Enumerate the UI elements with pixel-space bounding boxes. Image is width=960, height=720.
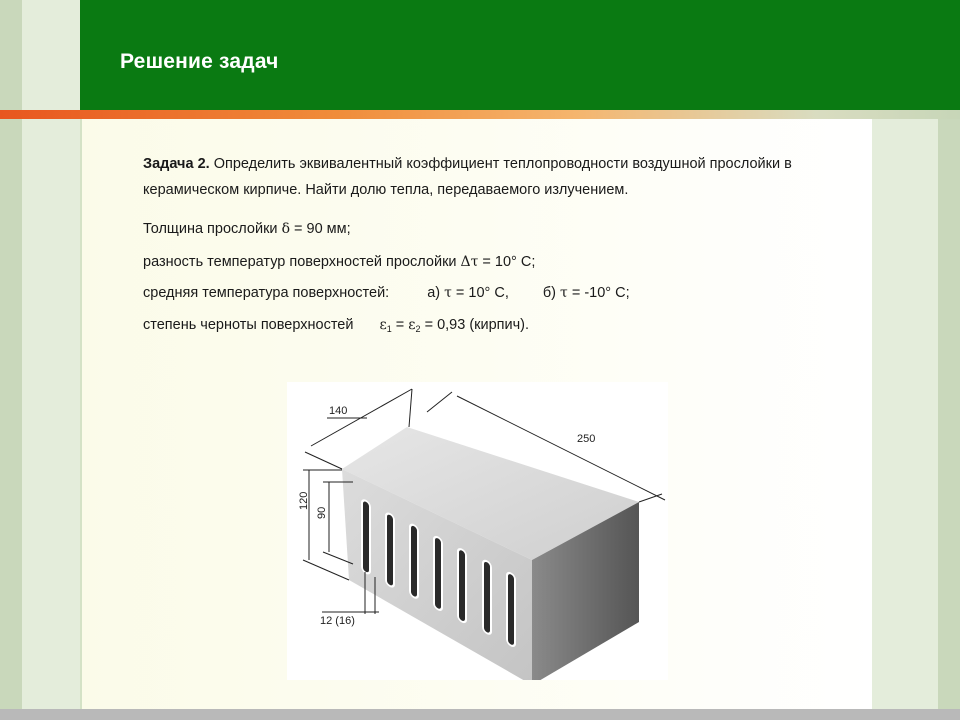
decor-stripe-left-light	[22, 0, 80, 720]
accent-bar	[0, 110, 960, 119]
epsilon-sub-1: 1	[386, 324, 392, 334]
emissivity-value: = 0,93 (кирпич).	[420, 317, 530, 333]
case-b-value: = -10° C;	[567, 285, 630, 301]
tau-symbol-b: τ	[560, 285, 568, 301]
dim-slot-label: 12 (16)	[320, 615, 355, 627]
case-b-prefix: б)	[542, 285, 561, 301]
epsilon-sub-2: 2	[415, 324, 421, 334]
dim-length-label: 250	[577, 433, 596, 445]
emissivity-label: степень черноты поверхностей	[143, 317, 354, 333]
decor-stripe-left-dark	[0, 0, 22, 720]
problem-text: Определить эквивалентный коэффициент теплопроводности воздушной прослойки в керамическом кирпиче. Найти долю тепла, передаваемого излучением.	[143, 156, 792, 198]
epsilon-symbol-2: ε	[408, 317, 416, 333]
tau-symbol-a: τ	[444, 285, 452, 301]
given-mean-temp	[143, 285, 630, 301]
dim-gap-label: 90	[316, 506, 328, 519]
thickness-label: Толщина прослойки	[143, 221, 282, 237]
equals-sign: =	[391, 317, 409, 333]
case-a-value: = 10° C,	[451, 285, 509, 301]
temp-diff-label: разность температур поверхностей прослойки	[143, 254, 461, 270]
given-temp-diff	[143, 254, 535, 270]
problem-statement	[143, 151, 843, 203]
given-emissivity	[143, 317, 529, 333]
dim-height-label: 120	[298, 491, 310, 510]
bottom-strip	[0, 709, 960, 720]
case-a-prefix: а)	[427, 285, 445, 301]
brick-figure	[287, 382, 668, 680]
delta-tau-symbol: Δτ	[460, 254, 479, 270]
mean-temp-label: средняя температура поверхностей:	[143, 285, 390, 301]
dim-width-label: 140	[329, 405, 348, 417]
temp-diff-value: = 10° C;	[478, 254, 536, 270]
slide-title: Решение задач	[120, 50, 279, 73]
problem-label: Задача 2.	[143, 156, 210, 172]
thickness-value: = 90 мм;	[290, 221, 351, 237]
brick-drawing	[287, 382, 668, 680]
epsilon-symbol-1: ε	[379, 317, 387, 333]
given-thickness	[143, 221, 351, 237]
delta-symbol: δ	[281, 221, 290, 237]
